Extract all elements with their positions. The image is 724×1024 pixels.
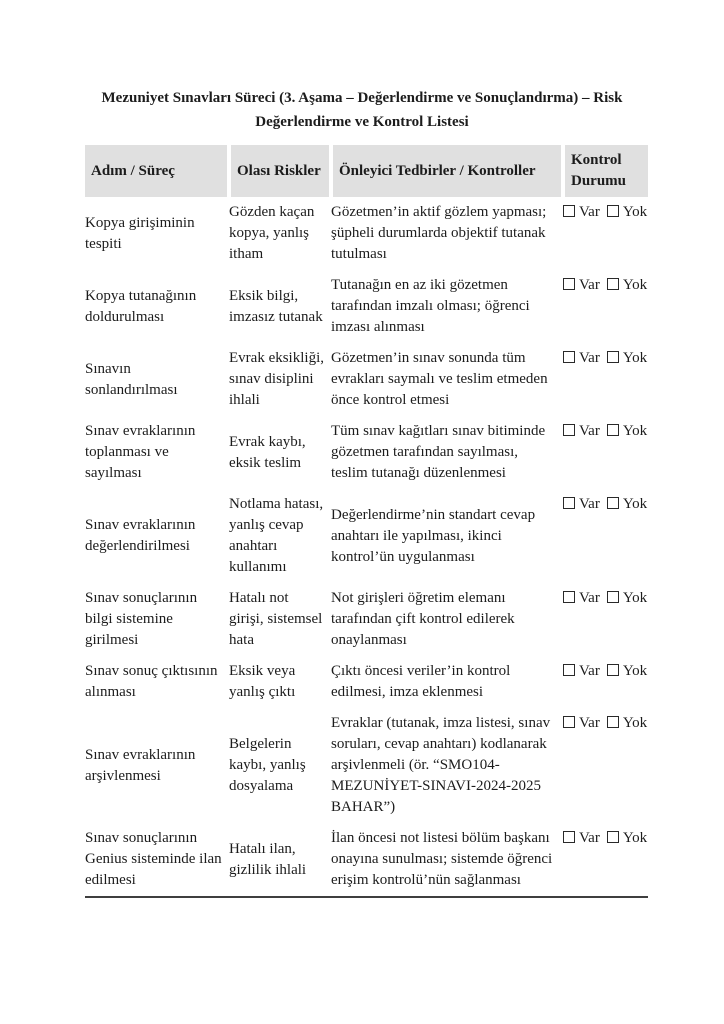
checkbox-var[interactable] bbox=[563, 497, 575, 509]
olasi-riskler-cell: Evrak eksikliği, sınav disiplini ihlali bbox=[229, 350, 324, 408]
checkbox-option-yok bbox=[607, 661, 647, 682]
olasi-riskler-cell: Hatalı ilan, gizlilik ihlali bbox=[229, 840, 307, 878]
checkbox-option-yok bbox=[607, 348, 647, 369]
kontrol-durumu-cell bbox=[563, 708, 648, 823]
kontrol-durumu-cell bbox=[563, 197, 648, 270]
onleyici-tedbirler-cell: Değerlendirme’nin standart cevap anahtarı ile yapılması, ikinci kontrol’ün uygulanması bbox=[331, 506, 536, 565]
table-row bbox=[85, 270, 648, 343]
adim-surec-cell: Kopya girişiminin tespiti bbox=[85, 214, 195, 252]
checkbox-label-yok: Yok bbox=[622, 423, 648, 439]
checkbox-var[interactable] bbox=[563, 205, 575, 217]
olasi-riskler-cell: Evrak kaybı, eksik teslim bbox=[229, 433, 306, 471]
checkbox-var[interactable] bbox=[563, 351, 575, 363]
table-row bbox=[85, 489, 648, 583]
col-header-adim-surec: Adım / Süreç bbox=[85, 145, 229, 197]
checkbox-option-var bbox=[563, 421, 600, 442]
table-body bbox=[85, 197, 648, 897]
checkbox-label-var: Var bbox=[579, 830, 600, 846]
col-header-onleyici-tedbirler: Önleyici Tedbirler / Kontroller bbox=[331, 145, 563, 197]
table-row bbox=[85, 197, 648, 270]
checkbox-option-var bbox=[563, 713, 600, 734]
checkbox-label-yok: Yok bbox=[622, 715, 648, 731]
adim-surec-cell: Sınav sonuçlarının bilgi sistemine girilmesi bbox=[85, 590, 198, 648]
checkbox-option-var bbox=[563, 348, 600, 369]
adim-surec-cell: Sınav evraklarının değerlendirilmesi bbox=[85, 517, 196, 554]
kontrol-durumu-cell bbox=[563, 270, 648, 343]
onleyici-tedbirler-cell: Gözetmen’in sınav sonunda tüm evrakları saymalı ve teslim etmeden önce kontrol etmesi bbox=[331, 350, 548, 408]
checkbox-yok[interactable] bbox=[607, 205, 619, 217]
checkbox-yok[interactable] bbox=[607, 716, 619, 728]
checkbox-label-var: Var bbox=[579, 350, 600, 366]
onleyici-tedbirler-cell: İlan öncesi not listesi bölüm başkanı onayına sunulması; sistemde öğrenci erişim kontrolü’nün sağlanması bbox=[331, 830, 553, 888]
col-header-kontrol-durumu: Kontrol Durumu bbox=[563, 145, 648, 197]
document-title: Mezuniyet Sınavları Süreci (3. Aşama – Değerlendirme ve Sonuçlandırma) – Risk Değerlendirme ve Kontrol Listesi bbox=[101, 90, 623, 130]
checkbox-yok[interactable] bbox=[607, 351, 619, 363]
checkbox-label-var: Var bbox=[579, 663, 600, 679]
checkbox-option-yok bbox=[607, 713, 647, 734]
checkbox-option-yok bbox=[607, 275, 647, 296]
table-row bbox=[85, 343, 648, 416]
adim-surec-cell: Sınav sonuç çıktısının alınması bbox=[85, 663, 218, 700]
checkbox-label-var: Var bbox=[579, 590, 600, 606]
checkbox-label-var: Var bbox=[579, 204, 600, 220]
checkbox-var[interactable] bbox=[563, 591, 575, 603]
checkbox-label-yok: Yok bbox=[622, 277, 648, 293]
checkbox-label-var: Var bbox=[579, 496, 600, 512]
olasi-riskler-cell: Gözden kaçan kopya, yanlış itham bbox=[229, 204, 315, 262]
table-row bbox=[85, 416, 648, 489]
checkbox-option-yok bbox=[607, 202, 647, 223]
table-row bbox=[85, 656, 648, 708]
adim-surec-cell: Kopya tutanağının doldurulması bbox=[85, 287, 197, 325]
kontrol-durumu-cell bbox=[563, 823, 648, 897]
kontrol-durumu-cell bbox=[563, 656, 648, 708]
checkbox-label-yok: Yok bbox=[622, 496, 648, 512]
checkbox-var[interactable] bbox=[563, 424, 575, 436]
checkbox-option-var bbox=[563, 202, 600, 223]
onleyici-tedbirler-cell: Evraklar (tutanak, imza listesi, sınav soruları, cevap anahtarı) kodlanarak arşivlenmeli (ör. “SMO104-MEZUNİYET-SINAVI-2024-2025 BAHAR”) bbox=[331, 715, 551, 815]
checkbox-var[interactable] bbox=[563, 716, 575, 728]
checkbox-option-yok bbox=[607, 828, 647, 849]
adim-surec-cell: Sınav evraklarının arşivlenmesi bbox=[85, 746, 196, 784]
olasi-riskler-cell: Notlama hatası, yanlış cevap anahtarı kullanımı bbox=[229, 496, 324, 575]
checkbox-label-yok: Yok bbox=[622, 204, 648, 220]
checkbox-yok[interactable] bbox=[607, 664, 619, 676]
checkbox-option-var bbox=[563, 828, 600, 849]
adim-surec-cell: Sınav evraklarının toplanması ve sayılması bbox=[85, 423, 196, 481]
table-row bbox=[85, 583, 648, 656]
risk-control-table bbox=[85, 145, 648, 898]
checkbox-var[interactable] bbox=[563, 664, 575, 676]
checkbox-label-var: Var bbox=[579, 423, 600, 439]
checkbox-option-var bbox=[563, 275, 600, 296]
checkbox-yok[interactable] bbox=[607, 278, 619, 290]
onleyici-tedbirler-cell: Tutanağın en az iki gözetmen tarafından imzalı olması; öğrenci imzası alınması bbox=[331, 277, 530, 335]
onleyici-tedbirler-cell: Not girişleri öğretim elemanı tarafından çift kontrol edilerek onaylanması bbox=[331, 590, 515, 648]
olasi-riskler-cell: Eksik veya yanlış çıktı bbox=[229, 663, 296, 700]
checkbox-yok[interactable] bbox=[607, 591, 619, 603]
olasi-riskler-cell: Belgelerin kaybı, yanlış dosyalama bbox=[229, 736, 306, 794]
checkbox-label-yok: Yok bbox=[622, 830, 648, 846]
adim-surec-cell: Sınavın sonlandırılması bbox=[85, 360, 178, 398]
checkbox-yok[interactable] bbox=[607, 831, 619, 843]
checkbox-label-yok: Yok bbox=[622, 663, 648, 679]
table-row bbox=[85, 708, 648, 823]
checkbox-option-var bbox=[563, 494, 600, 515]
checkbox-label-var: Var bbox=[579, 277, 600, 293]
kontrol-durumu-cell bbox=[563, 343, 648, 416]
table-row bbox=[85, 823, 648, 897]
onleyici-tedbirler-cell: Gözetmen’in aktif gözlem yapması; şüpheli durumlarda objektif tutanak tutulması bbox=[331, 204, 547, 262]
checkbox-option-var bbox=[563, 661, 600, 682]
checkbox-yok[interactable] bbox=[607, 424, 619, 436]
checkbox-option-var bbox=[563, 588, 600, 609]
checkbox-var[interactable] bbox=[563, 831, 575, 843]
onleyici-tedbirler-cell: Tüm sınav kağıtları sınav bitiminde gözetmen tarafından sayılması, teslim tutanağı düzenlenmesi bbox=[331, 423, 546, 481]
checkbox-yok[interactable] bbox=[607, 497, 619, 509]
checkbox-option-yok bbox=[607, 421, 647, 442]
checkbox-var[interactable] bbox=[563, 278, 575, 290]
kontrol-durumu-cell bbox=[563, 416, 648, 489]
table-header-row bbox=[85, 145, 648, 197]
checkbox-label-yok: Yok bbox=[622, 590, 648, 606]
kontrol-durumu-cell bbox=[563, 583, 648, 656]
checkbox-label-var: Var bbox=[579, 715, 600, 731]
onleyici-tedbirler-cell: Çıktı öncesi veriler’in kontrol edilmesi, imza eklenmesi bbox=[331, 663, 511, 700]
checkbox-option-yok bbox=[607, 494, 647, 515]
kontrol-durumu-cell bbox=[563, 489, 648, 583]
olasi-riskler-cell: Eksik bilgi, imzasız tutanak bbox=[229, 287, 323, 325]
col-header-olasi-riskler: Olası Riskler bbox=[229, 145, 331, 197]
checkbox-option-yok bbox=[607, 588, 647, 609]
olasi-riskler-cell: Hatalı not girişi, sistemsel hata bbox=[229, 590, 323, 648]
checkbox-label-yok: Yok bbox=[622, 350, 648, 366]
adim-surec-cell: Sınav sonuçlarının Genius sisteminde ilan edilmesi bbox=[85, 830, 222, 888]
